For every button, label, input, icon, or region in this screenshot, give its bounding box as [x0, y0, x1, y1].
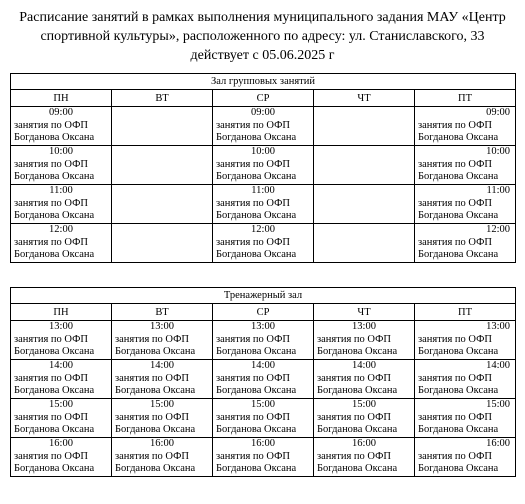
schedule-cell-empty	[314, 224, 415, 263]
schedule-cell	[112, 438, 213, 477]
slot-activity: занятия по ОФП	[418, 333, 493, 345]
slot-time: 15:00	[49, 399, 73, 410]
slot-time: 16:00	[486, 438, 511, 449]
slot-time: 14:00	[352, 360, 376, 371]
slot-activity: занятия по ОФП	[216, 372, 291, 384]
slot-trainer: Богданова Оксана	[418, 424, 499, 435]
slot-trainer: Богданова Оксана	[216, 249, 297, 260]
schedule-cell	[415, 224, 516, 263]
slot-time: 13:00	[486, 321, 511, 332]
schedule-row	[11, 224, 516, 263]
slot-trainer: Богданова Оксана	[216, 463, 297, 474]
schedule-cell-empty	[112, 107, 213, 146]
slot-activity: занятия по ОФП	[418, 450, 493, 462]
page-title: Расписание занятий в рамках выполнения муниципального задания МАУ «Центр спортивной культуры», расположенного по адресу: ул. Станиславского, 33 действует с 05.06.2025 г	[19, 10, 506, 63]
slot-trainer: Богданова Оксана	[317, 463, 398, 474]
slot-time: 15:00	[150, 399, 174, 410]
slot-time: 11:00	[251, 185, 275, 196]
slot-time: 09:00	[49, 107, 73, 118]
hall-name: Тренажерный зал	[11, 288, 516, 304]
schedule-cell	[112, 399, 213, 438]
schedule-cell	[314, 321, 415, 360]
slot-trainer: Богданова Оксана	[216, 210, 297, 221]
schedule-cell	[213, 399, 314, 438]
day-header-wed: СР	[213, 304, 314, 321]
slot-activity: занятия по ОФП	[14, 236, 89, 248]
slot-trainer: Богданова Оксана	[418, 385, 499, 396]
schedule-cell	[213, 360, 314, 399]
slot-activity: занятия по ОФП	[216, 236, 291, 248]
slot-activity: занятия по ОФП	[115, 411, 190, 423]
slot-time: 11:00	[49, 185, 73, 196]
slot-time: 09:00	[486, 107, 511, 118]
slot-trainer: Богданова Оксана	[418, 210, 499, 221]
day-header-thu: ЧТ	[314, 90, 415, 107]
schedule-cell	[11, 185, 112, 224]
schedule-cell	[314, 399, 415, 438]
slot-activity: занятия по ОФП	[115, 333, 190, 345]
slot-trainer: Богданова Оксана	[115, 424, 196, 435]
slot-trainer: Богданова Оксана	[317, 346, 398, 357]
schedule-cell	[11, 360, 112, 399]
schedule-table-group-hall	[10, 73, 516, 263]
schedule-cell	[213, 146, 314, 185]
slot-activity: занятия по ОФП	[14, 333, 89, 345]
schedule-cell	[11, 321, 112, 360]
slot-activity: занятия по ОФП	[418, 411, 493, 423]
day-header-thu: ЧТ	[314, 304, 415, 321]
slot-time: 10:00	[251, 146, 275, 157]
schedule-cell-empty	[112, 224, 213, 263]
slot-trainer: Богданова Оксана	[418, 171, 499, 182]
slot-trainer: Богданова Оксана	[14, 132, 95, 143]
schedule-cell	[11, 107, 112, 146]
slot-trainer: Богданова Оксана	[216, 132, 297, 143]
slot-time: 14:00	[251, 360, 275, 371]
slot-time: 15:00	[251, 399, 275, 410]
schedule-row	[11, 399, 516, 438]
slot-trainer: Богданова Оксана	[115, 463, 196, 474]
slot-time: 16:00	[251, 438, 275, 449]
slot-time: 11:00	[486, 185, 511, 196]
slot-activity: занятия по ОФП	[14, 197, 89, 209]
schedule-cell	[213, 438, 314, 477]
schedule-cell	[415, 146, 516, 185]
schedule-cell	[11, 146, 112, 185]
schedule-cell	[415, 438, 516, 477]
slot-time: 12:00	[486, 224, 511, 235]
slot-time: 10:00	[49, 146, 73, 157]
day-header-wed: СР	[213, 90, 314, 107]
schedule-cell	[213, 224, 314, 263]
slot-activity: занятия по ОФП	[216, 158, 291, 170]
schedule-row	[11, 438, 516, 477]
slot-activity: занятия по ОФП	[115, 450, 190, 462]
slot-time: 12:00	[49, 224, 73, 235]
slot-activity: занятия по ОФП	[216, 411, 291, 423]
slot-activity: занятия по ОФП	[14, 372, 89, 384]
day-header-mon: ПН	[11, 304, 112, 321]
slot-activity: занятия по ОФП	[418, 158, 493, 170]
slot-time: 14:00	[150, 360, 174, 371]
schedule-cell	[213, 185, 314, 224]
schedule-row	[11, 360, 516, 399]
slot-activity: занятия по ОФП	[216, 119, 291, 131]
slot-trainer: Богданова Оксана	[317, 385, 398, 396]
hall-name: Зал групповых занятий	[11, 74, 516, 90]
schedule-cell	[112, 360, 213, 399]
slot-trainer: Богданова Оксана	[216, 385, 297, 396]
slot-time: 10:00	[486, 146, 511, 157]
slot-activity: занятия по ОФП	[14, 411, 89, 423]
slot-activity: занятия по ОФП	[14, 119, 89, 131]
slot-activity: занятия по ОФП	[418, 119, 493, 131]
slot-trainer: Богданова Оксана	[418, 249, 499, 260]
day-header-fri: ПТ	[415, 304, 516, 321]
schedule-cell	[415, 185, 516, 224]
slot-trainer: Богданова Оксана	[14, 210, 95, 221]
slot-trainer: Богданова Оксана	[14, 171, 95, 182]
slot-activity: занятия по ОФП	[418, 236, 493, 248]
slot-time: 14:00	[486, 360, 511, 371]
slot-trainer: Богданова Оксана	[216, 346, 297, 357]
day-header-fri: ПТ	[415, 90, 516, 107]
slot-activity: занятия по ОФП	[216, 333, 291, 345]
slot-trainer: Богданова Оксана	[216, 171, 297, 182]
slot-time: 14:00	[49, 360, 73, 371]
slot-trainer: Богданова Оксана	[14, 346, 95, 357]
slot-activity: занятия по ОФП	[418, 372, 493, 384]
slot-trainer: Богданова Оксана	[14, 424, 95, 435]
schedule-cell	[314, 438, 415, 477]
schedule-cell	[415, 360, 516, 399]
schedule-cell	[11, 399, 112, 438]
day-header-tue: ВТ	[112, 90, 213, 107]
slot-time: 16:00	[150, 438, 174, 449]
schedule-cell-empty	[112, 185, 213, 224]
schedule-cell-empty	[112, 146, 213, 185]
schedule-cell	[213, 107, 314, 146]
schedule-cell-empty	[314, 146, 415, 185]
slot-time: 16:00	[49, 438, 73, 449]
schedule-row	[11, 321, 516, 360]
slot-time: 13:00	[150, 321, 174, 332]
schedule-row	[11, 185, 516, 224]
slot-trainer: Богданова Оксана	[418, 463, 499, 474]
slot-trainer: Богданова Оксана	[418, 132, 499, 143]
slot-time: 09:00	[251, 107, 275, 118]
schedule-cell	[213, 321, 314, 360]
day-header-tue: ВТ	[112, 304, 213, 321]
slot-trainer: Богданова Оксана	[14, 249, 95, 260]
slot-activity: занятия по ОФП	[216, 197, 291, 209]
slot-activity: занятия по ОФП	[216, 450, 291, 462]
slot-trainer: Богданова Оксана	[14, 385, 95, 396]
slot-activity: занятия по ОФП	[14, 450, 89, 462]
schedule-cell	[415, 321, 516, 360]
schedule-row	[11, 146, 516, 185]
schedule-cell	[415, 399, 516, 438]
slot-trainer: Богданова Оксана	[14, 463, 95, 474]
slot-activity: занятия по ОФП	[418, 197, 493, 209]
schedule-table-gym	[10, 287, 516, 477]
schedule-cell	[415, 107, 516, 146]
schedule-cell	[11, 438, 112, 477]
schedule-cell	[112, 321, 213, 360]
slot-time: 12:00	[251, 224, 275, 235]
schedule-cell-empty	[314, 185, 415, 224]
slot-time: 13:00	[251, 321, 275, 332]
slot-trainer: Богданова Оксана	[317, 424, 398, 435]
slot-activity: занятия по ОФП	[317, 372, 392, 384]
slot-trainer: Богданова Оксана	[216, 424, 297, 435]
slot-activity: занятия по ОФП	[317, 411, 392, 423]
slot-time: 16:00	[352, 438, 376, 449]
schedule-cell-empty	[314, 107, 415, 146]
slot-activity: занятия по ОФП	[14, 158, 89, 170]
schedule-cell	[11, 224, 112, 263]
slot-activity: занятия по ОФП	[317, 333, 392, 345]
slot-activity: занятия по ОФП	[115, 372, 190, 384]
slot-time: 13:00	[49, 321, 73, 332]
slot-activity: занятия по ОФП	[317, 450, 392, 462]
schedule-row	[11, 107, 516, 146]
day-header-mon: ПН	[11, 90, 112, 107]
slot-trainer: Богданова Оксана	[418, 346, 499, 357]
slot-time: 15:00	[486, 399, 511, 410]
slot-time: 15:00	[352, 399, 376, 410]
slot-time: 13:00	[352, 321, 376, 332]
slot-trainer: Богданова Оксана	[115, 346, 196, 357]
schedule-cell	[314, 360, 415, 399]
slot-trainer: Богданова Оксана	[115, 385, 196, 396]
